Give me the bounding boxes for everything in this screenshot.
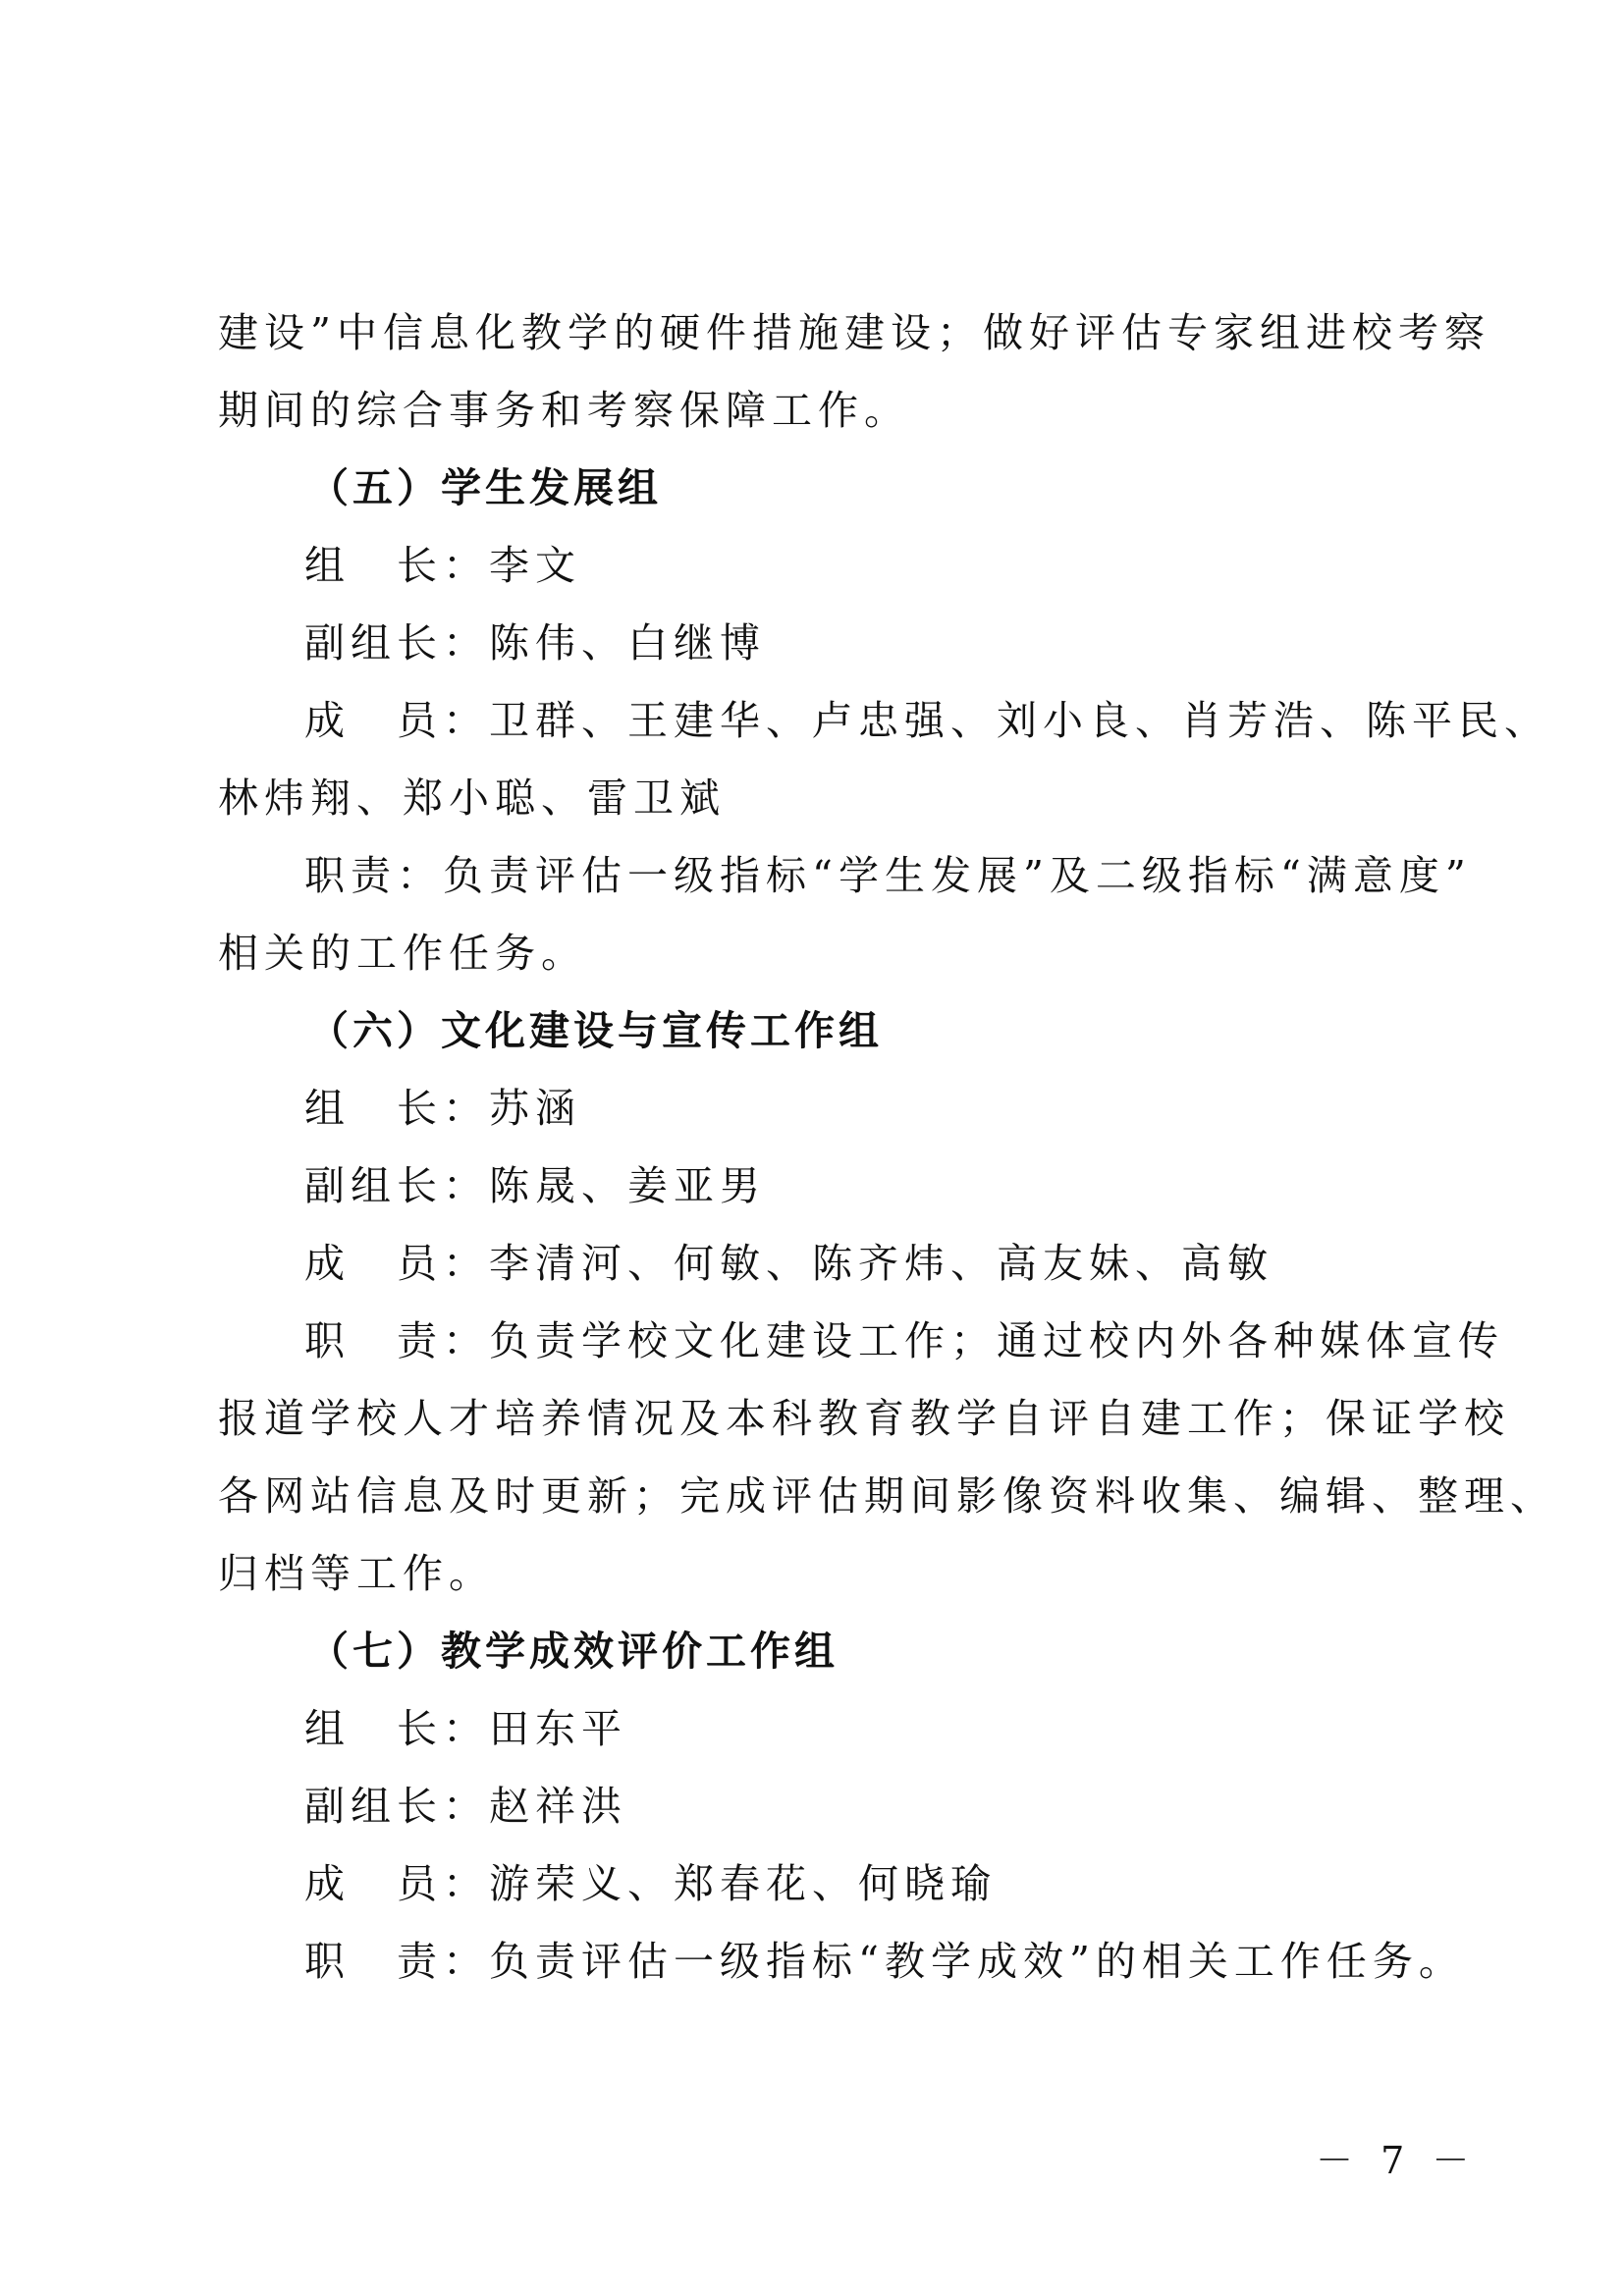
section-5-deputy: 副组长：陈伟、白继博	[304, 619, 766, 667]
section-5-members-line-2: 林炜翔、郑小聪、雷卫斌	[218, 774, 726, 822]
section-6-leader: 组 长：苏涵	[304, 1085, 581, 1132]
section-6-duty-line-1: 职 责：负责学校文化建设工作；通过校内外各种媒体宣传	[304, 1317, 1504, 1364]
section-7-leader: 组 长：田东平	[304, 1705, 627, 1752]
section-7-members: 成 员：游荣义、郑春花、何晓瑜	[304, 1860, 997, 1907]
section-6-title: （六）文化建设与宣传工作组	[308, 1007, 883, 1054]
section-7-deputy: 副组长：赵祥洪	[304, 1783, 627, 1830]
document-page	[218, 294, 1556, 2001]
page-number: － 7 －	[1316, 2139, 1478, 2182]
section-7-title: （七）教学成效评价工作组	[308, 1628, 839, 1675]
section-5-title: （五）学生发展组	[308, 464, 662, 511]
section-6-duty-line-4: 归档等工作。	[218, 1550, 495, 1597]
section-6-duty-line-3: 各网站信息及时更新；完成评估期间影像资料收集、编辑、整理、	[218, 1472, 1556, 1520]
section-5-members-line-1: 成 员：卫群、王建华、卢忠强、刘小良、肖芳浩、陈平民、	[304, 697, 1550, 744]
section-6-members: 成 员：李清河、何敏、陈齐炜、高友妹、高敏	[304, 1240, 1273, 1287]
section-5-leader: 组 长：李文	[304, 542, 581, 589]
section-5-duty-line-1: 职责：负责评估一级指标“学生发展”及二级指标“满意度”	[304, 852, 1472, 899]
intro-line-1: 建设”中信息化教学的硬件措施建设；做好评估专家组进校考察	[218, 309, 1490, 356]
intro-line-2: 期间的综合事务和考察保障工作。	[218, 387, 910, 434]
section-6-deputy: 副组长：陈晟、姜亚男	[304, 1162, 766, 1209]
section-5-duty-line-2: 相关的工作任务。	[218, 930, 587, 977]
section-7-duty: 职 责：负责评估一级指标“教学成效”的相关工作任务。	[304, 1938, 1465, 1985]
section-6-duty-line-2: 报道学校人才培养情况及本科教育教学自评自建工作；保证学校	[218, 1395, 1510, 1442]
